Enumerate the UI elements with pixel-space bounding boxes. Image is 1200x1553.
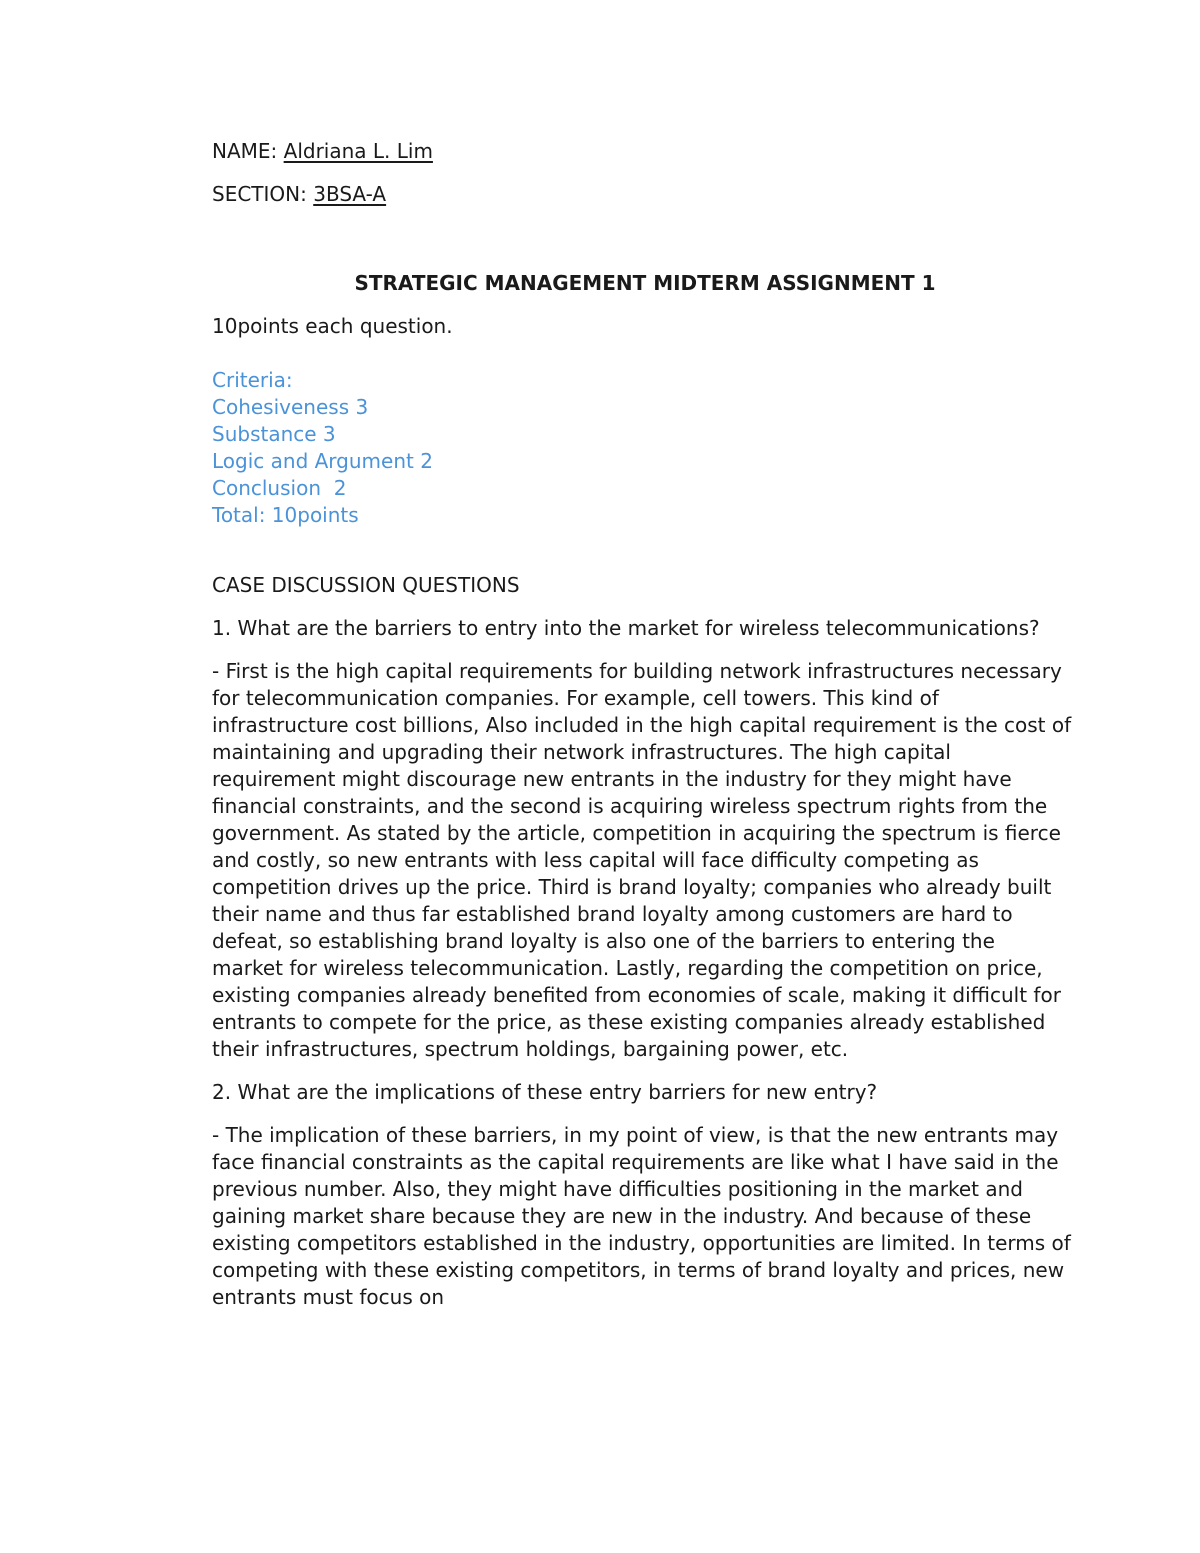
question-2: 2. What are the implications of these entry barriers for new entry? <box>212 1080 878 1104</box>
answer-1: - First is the high capital requirements for building network infrastructures necessary for telecommunication companies. For example, cell towers. This kind of infrastructure cost billions, Also included in the high capital requirement is the cost of maintaining and upgrading their network infrastructures. The high capital requirement might discourage new entrants in the industry for they might have financial constraints, and the second is acquiring wireless spectrum rights from the government. As stated by the article, competition in acquiring the spectrum is fierce and costly, so new entrants with less capital will face difficulty competing as competition drives up the price. Third is brand loyalty; companies who already built their name and thus far established brand loyalty among customers are hard to defeat, so establishing brand loyalty is also one of the barriers to entering the market for wireless telecommunication. Lastly, regarding the competition on price, existing companies already benefited from economies of scale, making it difficult for entrants to compete for the price, as these existing companies already established their infrastructures, spectrum holdings, bargaining power, etc. <box>212 659 1072 1061</box>
section-value: 3BSA-A <box>313 182 387 206</box>
name-field <box>212 138 1072 165</box>
criteria-item: Substance 3 <box>212 422 336 446</box>
criteria-total: Total: 10points <box>212 503 359 527</box>
answer-2: - The implication of these barriers, in my point of view, is that the new entrants may face financial constraints as the capital requirements are like what I have said in the previous number. Also, they might have difficulties positioning in the market and gaining market share because they are new in the industry. And because of these existing competitors established in the industry, opportunities are limited. In terms of competing with these existing competitors, in terms of brand loyalty and prices, new entrants must focus on <box>212 1123 1071 1309</box>
student-name: Aldriana L. Lim <box>283 139 433 163</box>
criteria-list <box>212 367 1072 529</box>
spacer <box>212 224 1072 270</box>
spacer <box>212 529 1072 572</box>
name-label: NAME: <box>212 139 284 163</box>
criteria-item: Cohesiveness 3 <box>212 395 369 419</box>
points-note: 10points each question. <box>212 314 453 338</box>
document-title: STRATEGIC MANAGEMENT MIDTERM ASSIGNMENT 1 <box>354 271 936 295</box>
criteria-item: Logic and Argument 2 <box>212 449 433 473</box>
case-heading: CASE DISCUSSION QUESTIONS <box>212 573 520 597</box>
question-1: 1. What are the barriers to entry into the market for wireless telecommunications? <box>212 616 1040 640</box>
document-body <box>212 138 1072 1327</box>
criteria-heading: Criteria: <box>212 368 293 392</box>
section-field <box>212 181 1072 208</box>
criteria-item: Conclusion 2 <box>212 476 347 500</box>
section-label: SECTION: <box>212 182 314 206</box>
